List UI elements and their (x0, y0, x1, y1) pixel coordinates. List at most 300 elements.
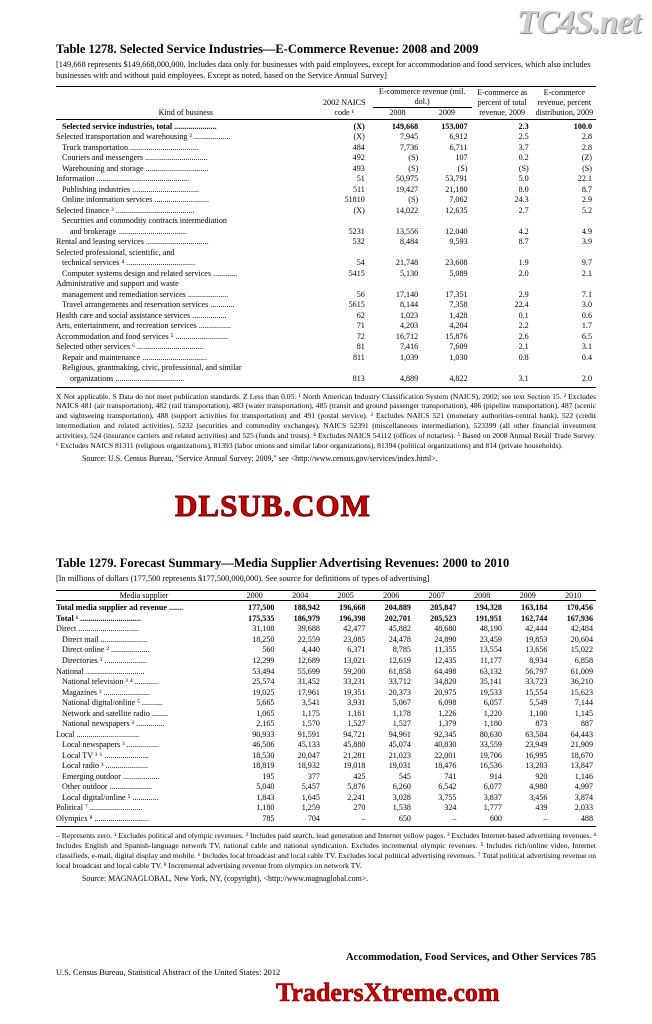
row-value: 9.7 (581, 258, 592, 268)
table-row (56, 269, 596, 280)
table-row (56, 153, 596, 164)
row-value: 188,942 (293, 603, 320, 613)
table-1279-header (56, 590, 596, 601)
row-label: Political ⁷ .......................... (56, 803, 143, 813)
row-value: 425 (353, 771, 366, 781)
row-value: 175,535 (248, 613, 275, 623)
row-label: Other outdoor ..................... (62, 782, 153, 792)
row-value: 8.7 (581, 184, 592, 194)
row-value: 54 (356, 258, 365, 268)
row-value: 3,456 (529, 792, 548, 802)
row-value: 62 (356, 310, 365, 320)
row-label: Rental and leasing services ............................... (56, 237, 209, 247)
row-value: 3.9 (581, 237, 592, 247)
row-label: Arts, entertainment, and recreation services ................ (56, 321, 232, 331)
col-header-year-2004: 2004 (277, 590, 323, 601)
row-value: 153,007 (441, 121, 468, 131)
row-value: 5,665 (256, 698, 275, 708)
row-value: 31,108 (252, 624, 275, 634)
row-label: management and remediation services .................... (62, 289, 229, 299)
row-value: 12,435 (434, 655, 457, 665)
table-1278-header (56, 87, 596, 119)
row-value: 18,819 (252, 761, 275, 771)
row-value: 9,593 (449, 237, 468, 247)
row-value: 493 (352, 163, 365, 173)
row-value: 35,141 (479, 677, 502, 687)
row-value: 920 (535, 771, 548, 781)
row-value: 7,062 (449, 195, 468, 205)
row-value: 14,022 (395, 205, 419, 215)
row-value: 71 (356, 321, 365, 331)
table-row (56, 227, 596, 238)
row-value: 24,478 (388, 634, 411, 644)
row-value: 94,721 (343, 729, 366, 739)
row-value: 53,494 (252, 666, 275, 676)
col-header-ecommerce-group: E-commerce revenue (mil. dol.) (373, 87, 472, 107)
row-value: 7,945 (399, 132, 419, 142)
row-value: 1,180 (256, 803, 275, 813)
row-value: 785 (232, 814, 278, 827)
row-value: 202,701 (384, 613, 411, 623)
row-value: 5.0 (518, 174, 529, 184)
row-value: 194,328 (475, 603, 502, 613)
row-value: 2.5 (518, 132, 529, 142)
row-value: – (414, 814, 460, 827)
row-value: 1,220 (483, 708, 502, 718)
row-value (422, 279, 471, 290)
row-value: 6,057 (483, 698, 502, 708)
row-value: 4,204 (449, 321, 468, 331)
table-row (56, 803, 596, 814)
row-value: 61,009 (570, 666, 593, 676)
row-value: 196,398 (339, 613, 366, 623)
col-header-media-supplier: Media supplier (56, 590, 232, 601)
row-value: 6,711 (449, 142, 468, 152)
row-value: 177,500 (248, 603, 275, 613)
row-value: 2.1 (581, 268, 592, 278)
row-value: 4,440 (301, 645, 320, 655)
row-value: 31,452 (297, 677, 320, 687)
row-value: 195 (262, 771, 275, 781)
table-1278-footnotes: X Not applicable. S Data do not meet publication standards. Z Less than 0.05. ¹ North American Industry Classification System (NAICS), 2002; see text Section 15. ² Excludes NAICS 481 (air transportation), 482 (rail transportation), 483 (water transportation), 485 (transit and ground passenger transportation), 486 (pipeline transportation), 487 (scenic and sightseeing transportation), 488 (support activities for transportation) and 491 (postal service). ³ Excludes NAICS 521 (monetary authorities-central bank), 522 (credit intermediation and related activities), 5232 (securities and commodity exchanges), NAICS 52391 (miscellaneous intermediation), 523399 (all other financial investment activities), 524 (insurance carriers and related activities) and 525 (funds and trusts). ⁴ Excludes NAICS 54112 (offices of notaries). ⁵ Based on 2008 Annual Retail Trade Survey. ⁶ Excludes NAICS 81311 (religious organizations), 81393 (labor unions and similar labor organizations), 81394 (political organizations) and 814 (private households). (56, 391, 596, 450)
row-value: 163,184 (521, 603, 548, 613)
row-value: 33,559 (479, 740, 502, 750)
row-value: 23,949 (525, 740, 548, 750)
row-label: Total ¹ .............................. (56, 613, 141, 623)
row-value: 2.9 (581, 195, 592, 205)
row-value: 8,785 (392, 645, 411, 655)
row-value: 2.8 (581, 132, 592, 142)
row-value: 167,936 (566, 613, 593, 623)
table-row (56, 290, 596, 301)
table-row (56, 624, 596, 635)
table-1278-title: Table 1278. Selected Service Industries—E-Commerce Revenue: 2008 and 2009 (56, 42, 479, 56)
row-value: 20,975 (434, 687, 457, 697)
row-value: 23,085 (343, 634, 366, 644)
row-value: 2.6 (518, 331, 529, 341)
row-value (533, 216, 596, 227)
row-value: 377 (307, 771, 320, 781)
row-label: Securities and commodity contracts intermediation (62, 216, 227, 226)
table-row (56, 279, 596, 290)
row-value: 2.9 (518, 289, 529, 299)
row-value: 25,574 (252, 677, 275, 687)
row-value: 11,355 (434, 645, 457, 655)
row-value: 13,656 (525, 645, 548, 655)
table-row (56, 709, 596, 720)
row-value (316, 216, 373, 227)
row-value: 23,608 (445, 258, 468, 268)
row-value: 19,018 (343, 761, 366, 771)
row-value: 8.7 (518, 237, 529, 247)
row-value: 8,144 (399, 300, 419, 310)
row-label: organizations .................................. (56, 374, 316, 387)
row-value: 42,477 (343, 624, 366, 634)
row-value: 2.7 (518, 205, 529, 215)
table-row (56, 332, 596, 343)
row-value (472, 363, 533, 374)
row-value: 4.9 (581, 226, 592, 236)
row-value: 1,146 (574, 771, 593, 781)
row-label: Couriers and messengers ............................... (62, 153, 208, 163)
row-value (533, 363, 596, 374)
table-1279-title: Table 1279. Forecast Summary—Media Supplier Advertising Revenues: 2000 to 2010 (56, 556, 510, 570)
row-value (472, 248, 533, 259)
row-value: 2,241 (347, 792, 366, 802)
row-value (533, 279, 596, 290)
table-row (56, 374, 596, 387)
row-value: 12,040 (445, 226, 468, 236)
row-value: 2.1 (518, 342, 529, 352)
row-label: Selected professional, scientific, and (56, 247, 175, 257)
row-value: 21,180 (445, 184, 468, 194)
row-value: 3,837 (483, 792, 502, 802)
row-value: 34,820 (434, 677, 457, 687)
row-value: 600 (459, 814, 505, 827)
row-value: 19,031 (388, 761, 411, 771)
row-value: 18,670 (570, 750, 593, 760)
table-row (56, 635, 596, 646)
row-value: 50,975 (395, 174, 419, 184)
row-value: 22.1 (577, 174, 592, 184)
row-value: 55,699 (297, 666, 320, 676)
row-value: 3.1 (472, 374, 533, 387)
row-value: 492 (352, 153, 365, 163)
row-value: 53,791 (445, 174, 468, 184)
row-value (422, 363, 471, 374)
row-value: 61,858 (388, 666, 411, 676)
row-value: 324 (444, 803, 457, 813)
row-value: 19,706 (479, 750, 502, 760)
table-1278-source: Source: U.S. Census Bureau, "Service Annual Survey: 2009," see <http://www.census.gov/services/index.html>. (82, 453, 438, 463)
row-value: 92,345 (434, 729, 457, 739)
row-value: 196,668 (339, 603, 366, 613)
row-value: 484 (352, 142, 365, 152)
row-value: 12,635 (445, 205, 468, 215)
row-value: 5615 (348, 300, 365, 310)
row-value: 1,023 (399, 310, 419, 320)
table-row (56, 311, 596, 322)
table-row (56, 688, 596, 699)
row-value: 100.0 (573, 121, 592, 131)
row-value: 270 (353, 803, 366, 813)
row-value: 1,527 (347, 719, 366, 729)
row-label: National newspapers ³ .............. (62, 719, 165, 729)
row-label: National television ³ ⁴ ............ (62, 677, 159, 687)
row-label: Selected transportation and warehousing ² .................. (56, 132, 231, 142)
row-value: 650 (368, 814, 414, 827)
row-value: 33,231 (343, 677, 366, 687)
row-value: 1,645 (301, 792, 320, 802)
row-value: 545 (398, 771, 411, 781)
row-value: 36,210 (570, 677, 593, 687)
row-value: 90,933 (252, 729, 275, 739)
row-value: 72 (356, 331, 365, 341)
table-row (56, 761, 596, 772)
row-value: 204,889 (384, 603, 411, 613)
row-value: 205,847 (430, 603, 457, 613)
row-value: (X) (353, 132, 365, 142)
row-value: 15,623 (570, 687, 593, 697)
row-value: 2,033 (574, 803, 593, 813)
row-value: 5,130 (399, 268, 419, 278)
row-value: 107 (455, 153, 468, 163)
row-value: 4,822 (422, 374, 471, 387)
row-value: 2.8 (581, 142, 592, 152)
row-value: 1,175 (301, 708, 320, 718)
row-value: 1,570 (301, 719, 320, 729)
table-row (56, 353, 596, 364)
watermark-bottom: TradersXtreme.com (276, 978, 500, 1007)
table-row (56, 321, 596, 332)
row-value: 3,028 (392, 792, 411, 802)
row-value: 15,876 (445, 331, 468, 341)
row-value: 22,001 (434, 750, 457, 760)
col-header-year-2010: 2010 (550, 590, 596, 601)
row-value: 1,100 (529, 708, 548, 718)
table-1278-headnote: [149,668 represents $149,668,000,000. Includes data only for businesses with paid employees, except for accommodation and food services, which also includes businesses with and without paid employees. Except as noted, based on the Service Annual Survey] (56, 60, 591, 80)
col-header-naics: 2002 NAICS code ¹ (322, 98, 366, 117)
row-value: 1,777 (483, 803, 502, 813)
col-header-year-2008: 2008 (459, 590, 505, 601)
row-value: 149,668 (391, 121, 419, 131)
row-value: 1,428 (449, 310, 468, 320)
row-value: 13,847 (570, 761, 593, 771)
row-label: Repair and maintenance ................................ (62, 352, 207, 362)
row-value: 64,443 (570, 729, 593, 739)
row-value: 12,619 (388, 655, 411, 665)
table-1278-block (56, 42, 596, 463)
row-value: 46,506 (252, 740, 275, 750)
row-value: (X) (353, 121, 365, 131)
row-value: 1,379 (438, 719, 457, 729)
row-value: 63,504 (525, 729, 548, 739)
table-row (56, 751, 596, 762)
row-value (373, 279, 422, 290)
table-row (56, 342, 596, 353)
row-value: 48,680 (434, 624, 457, 634)
row-value: 0.2 (518, 153, 529, 163)
row-value (373, 248, 422, 259)
row-value: 2,165 (256, 719, 275, 729)
row-value: 56 (356, 289, 365, 299)
row-value: 11,177 (479, 655, 502, 665)
row-value: 0.4 (581, 352, 592, 362)
table-row (56, 216, 596, 227)
row-value: 3,874 (574, 792, 593, 802)
row-label: Accommodation and food services ⁵ .......................... (56, 331, 229, 341)
row-value: 16,712 (395, 331, 419, 341)
row-value: 24,890 (434, 634, 457, 644)
table-1279-footnotes: – Represents zero. ¹ Excludes political and olympic revenues. ² Includes paid search, lead generation and Internet yellow pages. ³ Excludes Internet-based advertising revenues. ⁴ Includes English and Spanish-language network TV, national cable and national syndication. Excludes incremental olympic revenues. ⁵ Includes rich/online video, Internet classifieds, e-mail, digital display and mobile. ⁶ Includes local broadcast and local cable TV. Excludes local political advertising revenues. ⁷ Total political advertising revenue on local broadcast and local cable TV. ⁸ Incremental advertising revenue from olympics on network TV. (56, 831, 596, 870)
row-value: 170,456 (566, 603, 593, 613)
row-label: Network and satellite radio ........ (62, 708, 169, 718)
row-value: 17,351 (445, 289, 468, 299)
row-value: 5231 (348, 226, 365, 236)
row-value: 51810 (344, 195, 365, 205)
row-value: 19,025 (252, 687, 275, 697)
row-value: 33,712 (388, 677, 411, 687)
row-value: 511 (352, 184, 365, 194)
col-header-pct-total: E-commerce as percent of total revenue, 2009 (477, 88, 528, 117)
row-value: 4,980 (529, 782, 548, 792)
row-value: 6,912 (449, 132, 468, 142)
row-value (472, 216, 533, 227)
row-value: 18,250 (252, 634, 275, 644)
col-header-2009: 2009 (438, 107, 455, 117)
row-value: 5,067 (392, 698, 411, 708)
row-value: (S) (408, 163, 419, 173)
row-value (533, 248, 596, 259)
row-label: Administrative and support and waste (56, 279, 179, 289)
table-row (56, 677, 596, 688)
row-value: 8.0 (518, 184, 529, 194)
row-value: 18,476 (434, 761, 457, 771)
table-row (56, 814, 596, 827)
row-value: 13,203 (525, 761, 548, 771)
row-label: National ............................. (56, 666, 145, 676)
table-row (56, 185, 596, 196)
row-value (373, 216, 422, 227)
table-1278-body (56, 119, 596, 387)
row-value: 40,830 (434, 740, 457, 750)
row-value: 20,047 (297, 750, 320, 760)
row-value: 0.1 (518, 310, 529, 320)
row-value (316, 279, 373, 290)
table-row (56, 793, 596, 804)
table-row (56, 174, 596, 185)
row-value: (Z) (581, 153, 592, 163)
row-label: Religious, grantmaking, civic, professional, and similar (62, 363, 242, 373)
row-value: 39,688 (297, 624, 320, 634)
row-value: 1,161 (347, 708, 366, 718)
table-row (56, 719, 596, 730)
row-value: 1,039 (399, 352, 419, 362)
row-value: 21,909 (570, 740, 593, 750)
row-label: National digital/online ⁵ .......... (62, 698, 163, 708)
row-value: 21,281 (343, 750, 366, 760)
table-row (56, 601, 596, 614)
row-label: Travel arrangements and reservation services ............ (62, 300, 235, 310)
row-value: 18,932 (297, 761, 320, 771)
row-value: 2.0 (518, 268, 529, 278)
row-value: 3.7 (518, 142, 529, 152)
row-value: – (323, 814, 369, 827)
row-value: 439 (535, 803, 548, 813)
row-label: Emerging outdoor .................. (62, 771, 160, 781)
row-value: 3.1 (581, 342, 592, 352)
row-label: Local radio ³ ..................... (62, 761, 149, 771)
row-value: 5,089 (449, 268, 468, 278)
row-value: 3.0 (581, 300, 592, 310)
row-value: 22,559 (297, 634, 320, 644)
row-label: technical services ⁴ .................................. (62, 258, 195, 268)
row-value: 8,934 (529, 655, 548, 665)
row-label: Warehousing and storage ............................... (62, 163, 209, 173)
row-label: Truck transportation .................................. (62, 142, 199, 152)
table-row (56, 300, 596, 311)
row-value: 17,961 (297, 687, 320, 697)
table-row (56, 143, 596, 154)
row-value: 1,178 (392, 708, 411, 718)
row-value: 19,853 (525, 634, 548, 644)
row-label: Computer systems design and related services ............ (62, 268, 238, 278)
row-value: 1,527 (392, 719, 411, 729)
row-value: 5,040 (256, 782, 275, 792)
table-row (56, 772, 596, 783)
row-value: 6,098 (438, 698, 457, 708)
row-value: 16,995 (525, 750, 548, 760)
row-label: Local TV ³ ⁶ ...................... (62, 750, 149, 760)
row-value (422, 216, 471, 227)
row-value: 1,180 (483, 719, 502, 729)
row-value: 21,023 (388, 750, 411, 760)
row-value: 704 (277, 814, 323, 827)
row-value: 6,858 (574, 655, 593, 665)
row-value: 81 (356, 342, 365, 352)
row-value: 1,259 (301, 803, 320, 813)
row-value: 0.6 (581, 310, 592, 320)
col-header-kind: Kind of business (158, 107, 214, 117)
watermark-middle: DLSUB.COM (175, 488, 371, 523)
row-label: Local ............................... (56, 729, 140, 739)
table-1279-headnote: [In millions of dollars (177,500 represents $177,500,000,000). See source for definitions of types of advertising] (56, 574, 430, 584)
row-value: 5.2 (581, 205, 592, 215)
row-value: 4,997 (574, 782, 593, 792)
row-value: 18,530 (252, 750, 275, 760)
watermark-top-right: TC4S.net (516, 4, 640, 41)
row-value: 1.7 (581, 321, 592, 331)
row-label: Direct online ² ................... (62, 645, 150, 655)
row-value: 2.2 (518, 321, 529, 331)
row-value: 3,541 (301, 698, 320, 708)
row-value: – (505, 814, 551, 827)
row-value: 6.5 (581, 331, 592, 341)
row-value: 94,961 (388, 729, 411, 739)
table-row (56, 740, 596, 751)
row-value: 811 (352, 352, 365, 362)
row-value: 7,144 (574, 698, 593, 708)
row-value: 741 (444, 771, 457, 781)
row-value: 205,523 (430, 613, 457, 623)
row-label: Total media supplier ad revenue ....... (56, 603, 184, 613)
row-value: 191,951 (475, 613, 502, 623)
col-header-year-extra: 2007 (414, 590, 460, 601)
row-label: Direct .............................. (56, 624, 139, 634)
row-value: 63,132 (479, 666, 502, 676)
table-row (56, 782, 596, 793)
row-value: 13,554 (479, 645, 502, 655)
